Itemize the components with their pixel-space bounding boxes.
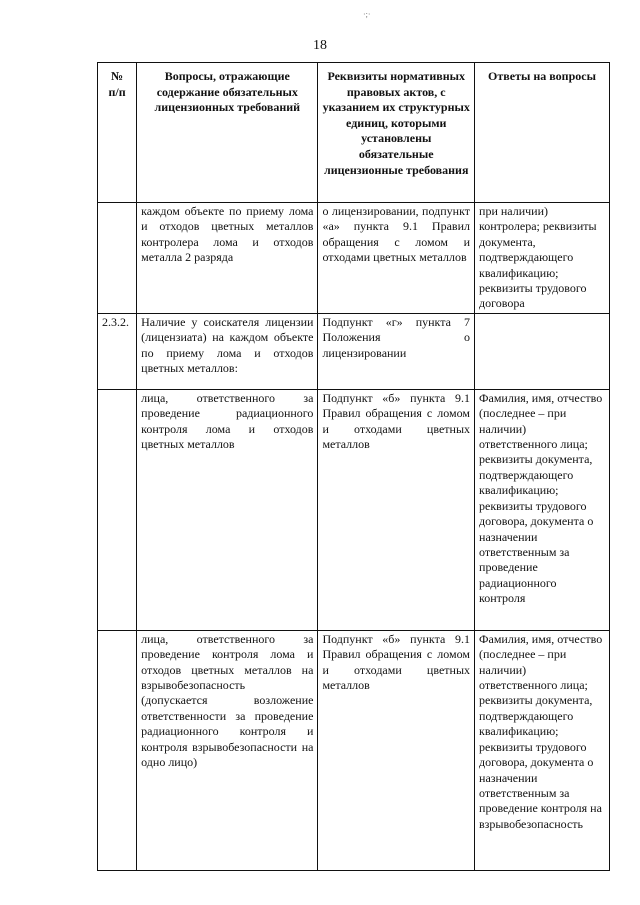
row-requisites: Подпункт «г» пункта 7 Положения о лицензировании bbox=[318, 313, 475, 389]
row-answers: Фамилия, имя, отчество (последнее – при наличии) ответственного лица; реквизиты документа, подтверждающего квалификацию; реквизиты трудового договора, документа о назначении ответственным за проведение радиационного контроля bbox=[475, 389, 610, 630]
header-requisites: Реквизиты нормативных правовых актов, с указанием их структурных единиц, которыми установлены обязательные лицензионные требования bbox=[318, 63, 475, 203]
row-answers bbox=[475, 313, 610, 389]
page-number: 18 bbox=[313, 38, 327, 53]
row-question: лица, ответственного за проведение контроля лома и отходов цветных металлов на взрывобезопасность (допускается возложение ответственности за проведение радиационного контроля и контроля взрывобезопасности на одно лицо) bbox=[137, 630, 318, 870]
row-number bbox=[98, 203, 137, 314]
table-header-row bbox=[98, 63, 610, 203]
table-row bbox=[98, 313, 610, 389]
header-answers: Ответы на вопросы bbox=[475, 63, 610, 203]
license-requirements-table bbox=[97, 62, 610, 871]
table-row bbox=[98, 630, 610, 870]
row-question: Наличие у соискателя лицензии (лицензиата) на каждом объекте по приему лома и отходов цветных металлов: bbox=[137, 313, 318, 389]
row-answers: при наличии) контролера; реквизиты документа, подтверждающего квалификацию; реквизиты трудового договора bbox=[475, 203, 610, 314]
row-requisites: о лицензировании, подпункт «а» пункта 9.1 Правил обращения с ломом и отходами цветных металлов bbox=[318, 203, 475, 314]
row-requisites: Подпункт «б» пункта 9.1 Правил обращения с ломом и отходами цветных металлов bbox=[318, 630, 475, 870]
scan-speck: ·;· bbox=[363, 10, 371, 19]
table-row bbox=[98, 389, 610, 630]
header-num: № п/п bbox=[98, 63, 137, 203]
row-question: лица, ответственного за проведение радиационного контроля лома и отходов цветных металлов bbox=[137, 389, 318, 630]
row-answers: Фамилия, имя, отчество (последнее – при наличии) ответственного лица; реквизиты документа, подтверждающего квалификацию; реквизиты трудового договора, документа о назначении ответственным за проведение контроля на взрывобезопасность bbox=[475, 630, 610, 870]
row-number bbox=[98, 389, 137, 630]
row-number: 2.3.2. bbox=[98, 313, 137, 389]
row-number bbox=[98, 630, 137, 870]
header-question: Вопросы, отражающие содержание обязательных лицензионных требований bbox=[137, 63, 318, 203]
table-row bbox=[98, 203, 610, 314]
row-requisites: Подпункт «б» пункта 9.1 Правил обращения с ломом и отходами цветных металлов bbox=[318, 389, 475, 630]
row-question: каждом объекте по приему лома и отходов цветных металлов контролера лома и отходов металла 2 разряда bbox=[137, 203, 318, 314]
